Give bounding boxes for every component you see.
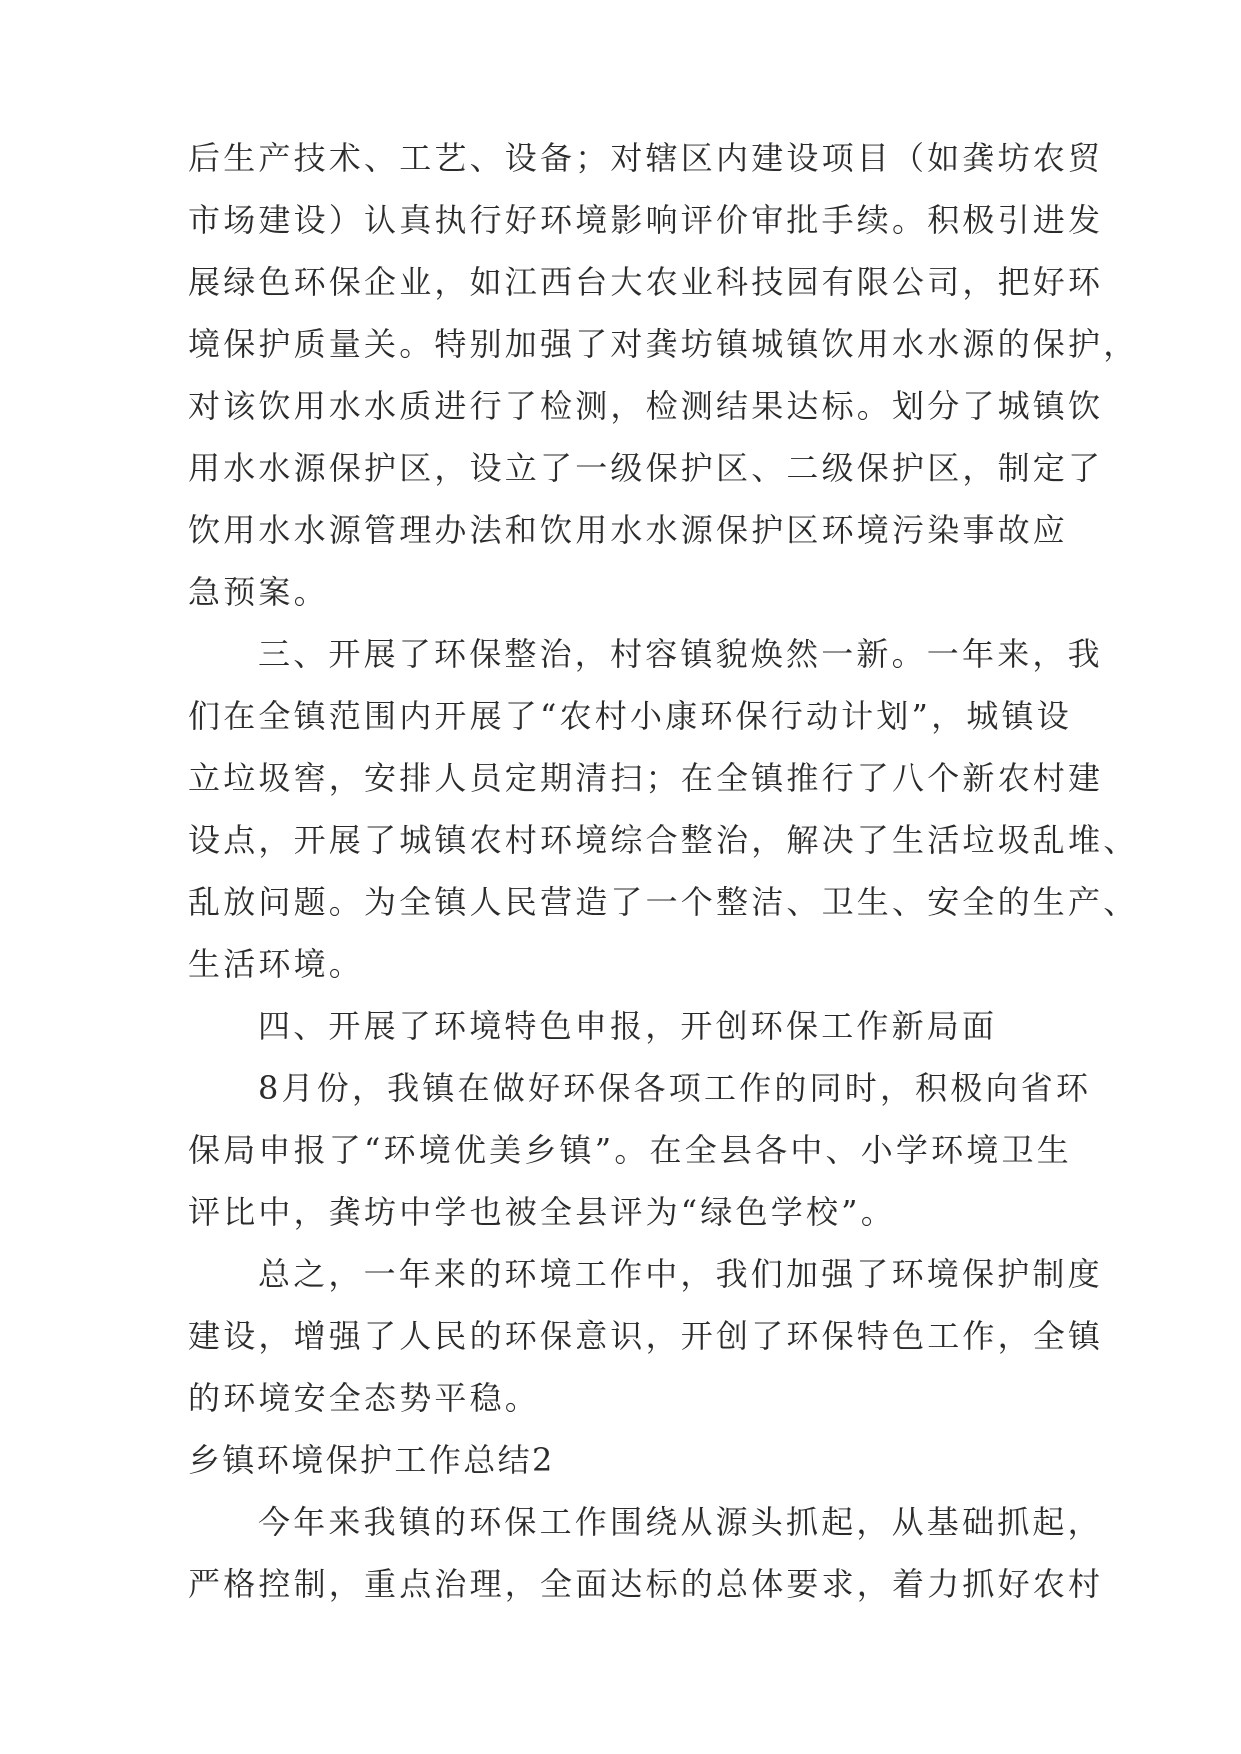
body-line: 境保护质量关。特别加强了对龚坊镇城镇饮用水水源的保护， [188, 325, 1139, 363]
body-line: 们在全镇范围内开展了“农村小康环保行动计划”，城镇设 [188, 697, 1072, 735]
paragraph-start-line: 今年来我镇的环保工作围绕从源头抓起，从基础抓起， [258, 1503, 1103, 1541]
body-line: 设点，开展了城镇农村环境综合整治，解决了生活垃圾乱堆、 [188, 821, 1139, 859]
body-line: 市场建设）认真执行好环境影响评价审批手续。积极引进发 [188, 201, 1104, 239]
body-line: 评比中，龚坊中学也被全县评为“绿色学校”。 [188, 1193, 896, 1231]
body-line: 展绿色环保企业，如江西台大农业科技园有限公司，把好环 [188, 263, 1104, 301]
body-line: 建设，增强了人民的环保意识，开创了环保特色工作，全镇 [188, 1317, 1104, 1355]
paragraph-start-line: 三、开展了环保整治，村容镇貌焕然一新。一年来，我 [258, 635, 1103, 673]
body-line: 乱放问题。为全镇人民营造了一个整洁、卫生、安全的生产、 [188, 883, 1139, 921]
body-line: 用水水源保护区，设立了一级保护区、二级保护区，制定了 [188, 449, 1104, 487]
body-line: 急预案。 [188, 573, 329, 611]
body-line: 保局申报了“环境优美乡镇”。在全县各中、小学环境卫生 [188, 1131, 1072, 1169]
body-line: 对该饮用水水质进行了检测，检测结果达标。划分了城镇饮 [188, 387, 1104, 425]
paragraph-start-line: 总之，一年来的环境工作中，我们加强了环境保护制度 [258, 1255, 1103, 1293]
body-line: 的环境安全态势平稳。 [188, 1379, 541, 1417]
body-line: 严格控制，重点治理，全面达标的总体要求，着力抓好农村 [188, 1565, 1104, 1603]
document-body [188, 138, 1139, 1626]
paragraph-start-line: 四、开展了环境特色申报，开创环保工作新局面 [258, 1007, 998, 1045]
body-line: 后生产技术、工艺、设备；对辖区内建设项目（如龚坊农贸 [188, 139, 1104, 177]
paragraph-start-line: 8月份，我镇在做好环保各项工作的同时，积极向省环 [258, 1069, 1092, 1107]
section-heading: 乡镇环境保护工作总结2 [188, 1441, 555, 1479]
body-line: 饮用水水源管理办法和饮用水水源保护区环境污染事故应 [188, 511, 1069, 549]
body-line: 生活环境。 [188, 945, 365, 983]
body-line: 立垃圾窖，安排人员定期清扫；在全镇推行了八个新农村建 [188, 759, 1104, 797]
